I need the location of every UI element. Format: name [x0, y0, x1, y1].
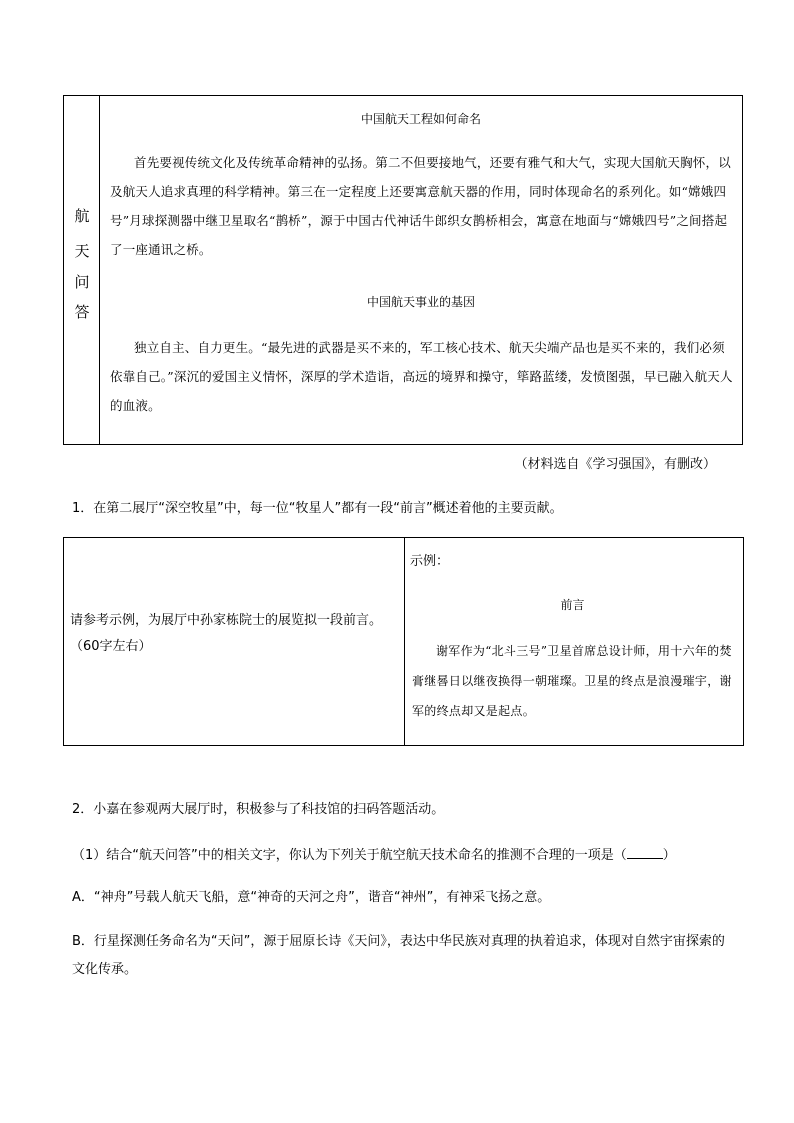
- side-char: 天: [74, 242, 90, 260]
- material-content: [100, 96, 742, 444]
- question2-sub1: [72, 844, 676, 866]
- example-body: 谢军作为“北斗三号”卫星首席总设计师，用十六年的焚膏继晷日以继夜换得一朝璀璨。卫星的终点是浪漫璀宇，谢军的终点却又是起点。: [412, 644, 732, 718]
- example-label: 示例：: [410, 554, 450, 569]
- section1-title: 中国航天工程如何命名: [360, 112, 481, 126]
- source-note: （材料选自《学习强国》，有删改）: [514, 457, 716, 472]
- side-char: 问: [74, 273, 90, 291]
- side-char: 航: [74, 207, 90, 225]
- example-title: 前言: [560, 598, 585, 612]
- section2-body: 独立自主、自力更生。“最先进的武器是买不来的，军工核心技术、航天尖端产品也是买不来的，我们必须依靠自己。”深沉的爱国主义情怀，深厚的学术造诣，高远的境界和操守，筚路蓝缕，发愤图强，早已融入航天人的血液。: [110, 340, 733, 413]
- question1-table: [63, 537, 744, 746]
- answer-blank[interactable]: [627, 844, 663, 859]
- question2-prompt: 2．小嘉在参观两大展厅时，积极参与了科技馆的扫码答题活动。: [72, 802, 445, 817]
- option-b: B．行星探测任务命名为“天问”，源于屈原长诗《天问》，表达中华民族对真理的执着追求，体现对自然宇宙探索的文化传承。: [72, 934, 725, 977]
- material-side-label: [64, 96, 100, 444]
- section1-body: 首先要视传统文化及传统革命精神的弘扬。第二不但要接地气，还要有雅气和大气，实现大国航天胸怀，以及航天人追求真理的科学精神。第三在一定程度上还要寓意航天器的作用，同时体现命名的系列化。如“嫦娥四号”月球探测器中继卫星取名“鹊桥”，源于中国古代神话牛郎织女鹊桥相会，寓意在地面与“嫦娥四号”之间搭起了一座通讯之桥。: [110, 155, 731, 257]
- side-char: 答: [74, 303, 90, 321]
- instruction-text: 请参考示例，为展厅中孙家栋院士的展览拟一段前言。: [70, 613, 383, 628]
- option-a: A．“神舟”号载人航天飞船，意“神奇的天河之舟”，谐音“神州”，有神采飞扬之意。: [72, 890, 551, 905]
- sub1-close: ）: [662, 848, 676, 863]
- question1-prompt: 1．在第二展厅“深空牧星”中，每一位“牧星人”都有一段“前言”概述着他的主要贡献。: [72, 501, 563, 516]
- table-divider: [404, 538, 405, 745]
- word-limit: （60字左右）: [70, 639, 152, 654]
- sub1-prompt: （1）结合“航天问答”中的相关文字，你认为下列关于航空航天技术命名的推测不合理的一项是（: [72, 848, 627, 863]
- section2-title: 中国航天事业的基因: [366, 295, 475, 309]
- example-cell: [410, 538, 735, 745]
- material-box: [63, 95, 743, 445]
- instruction-cell: [70, 608, 400, 660]
